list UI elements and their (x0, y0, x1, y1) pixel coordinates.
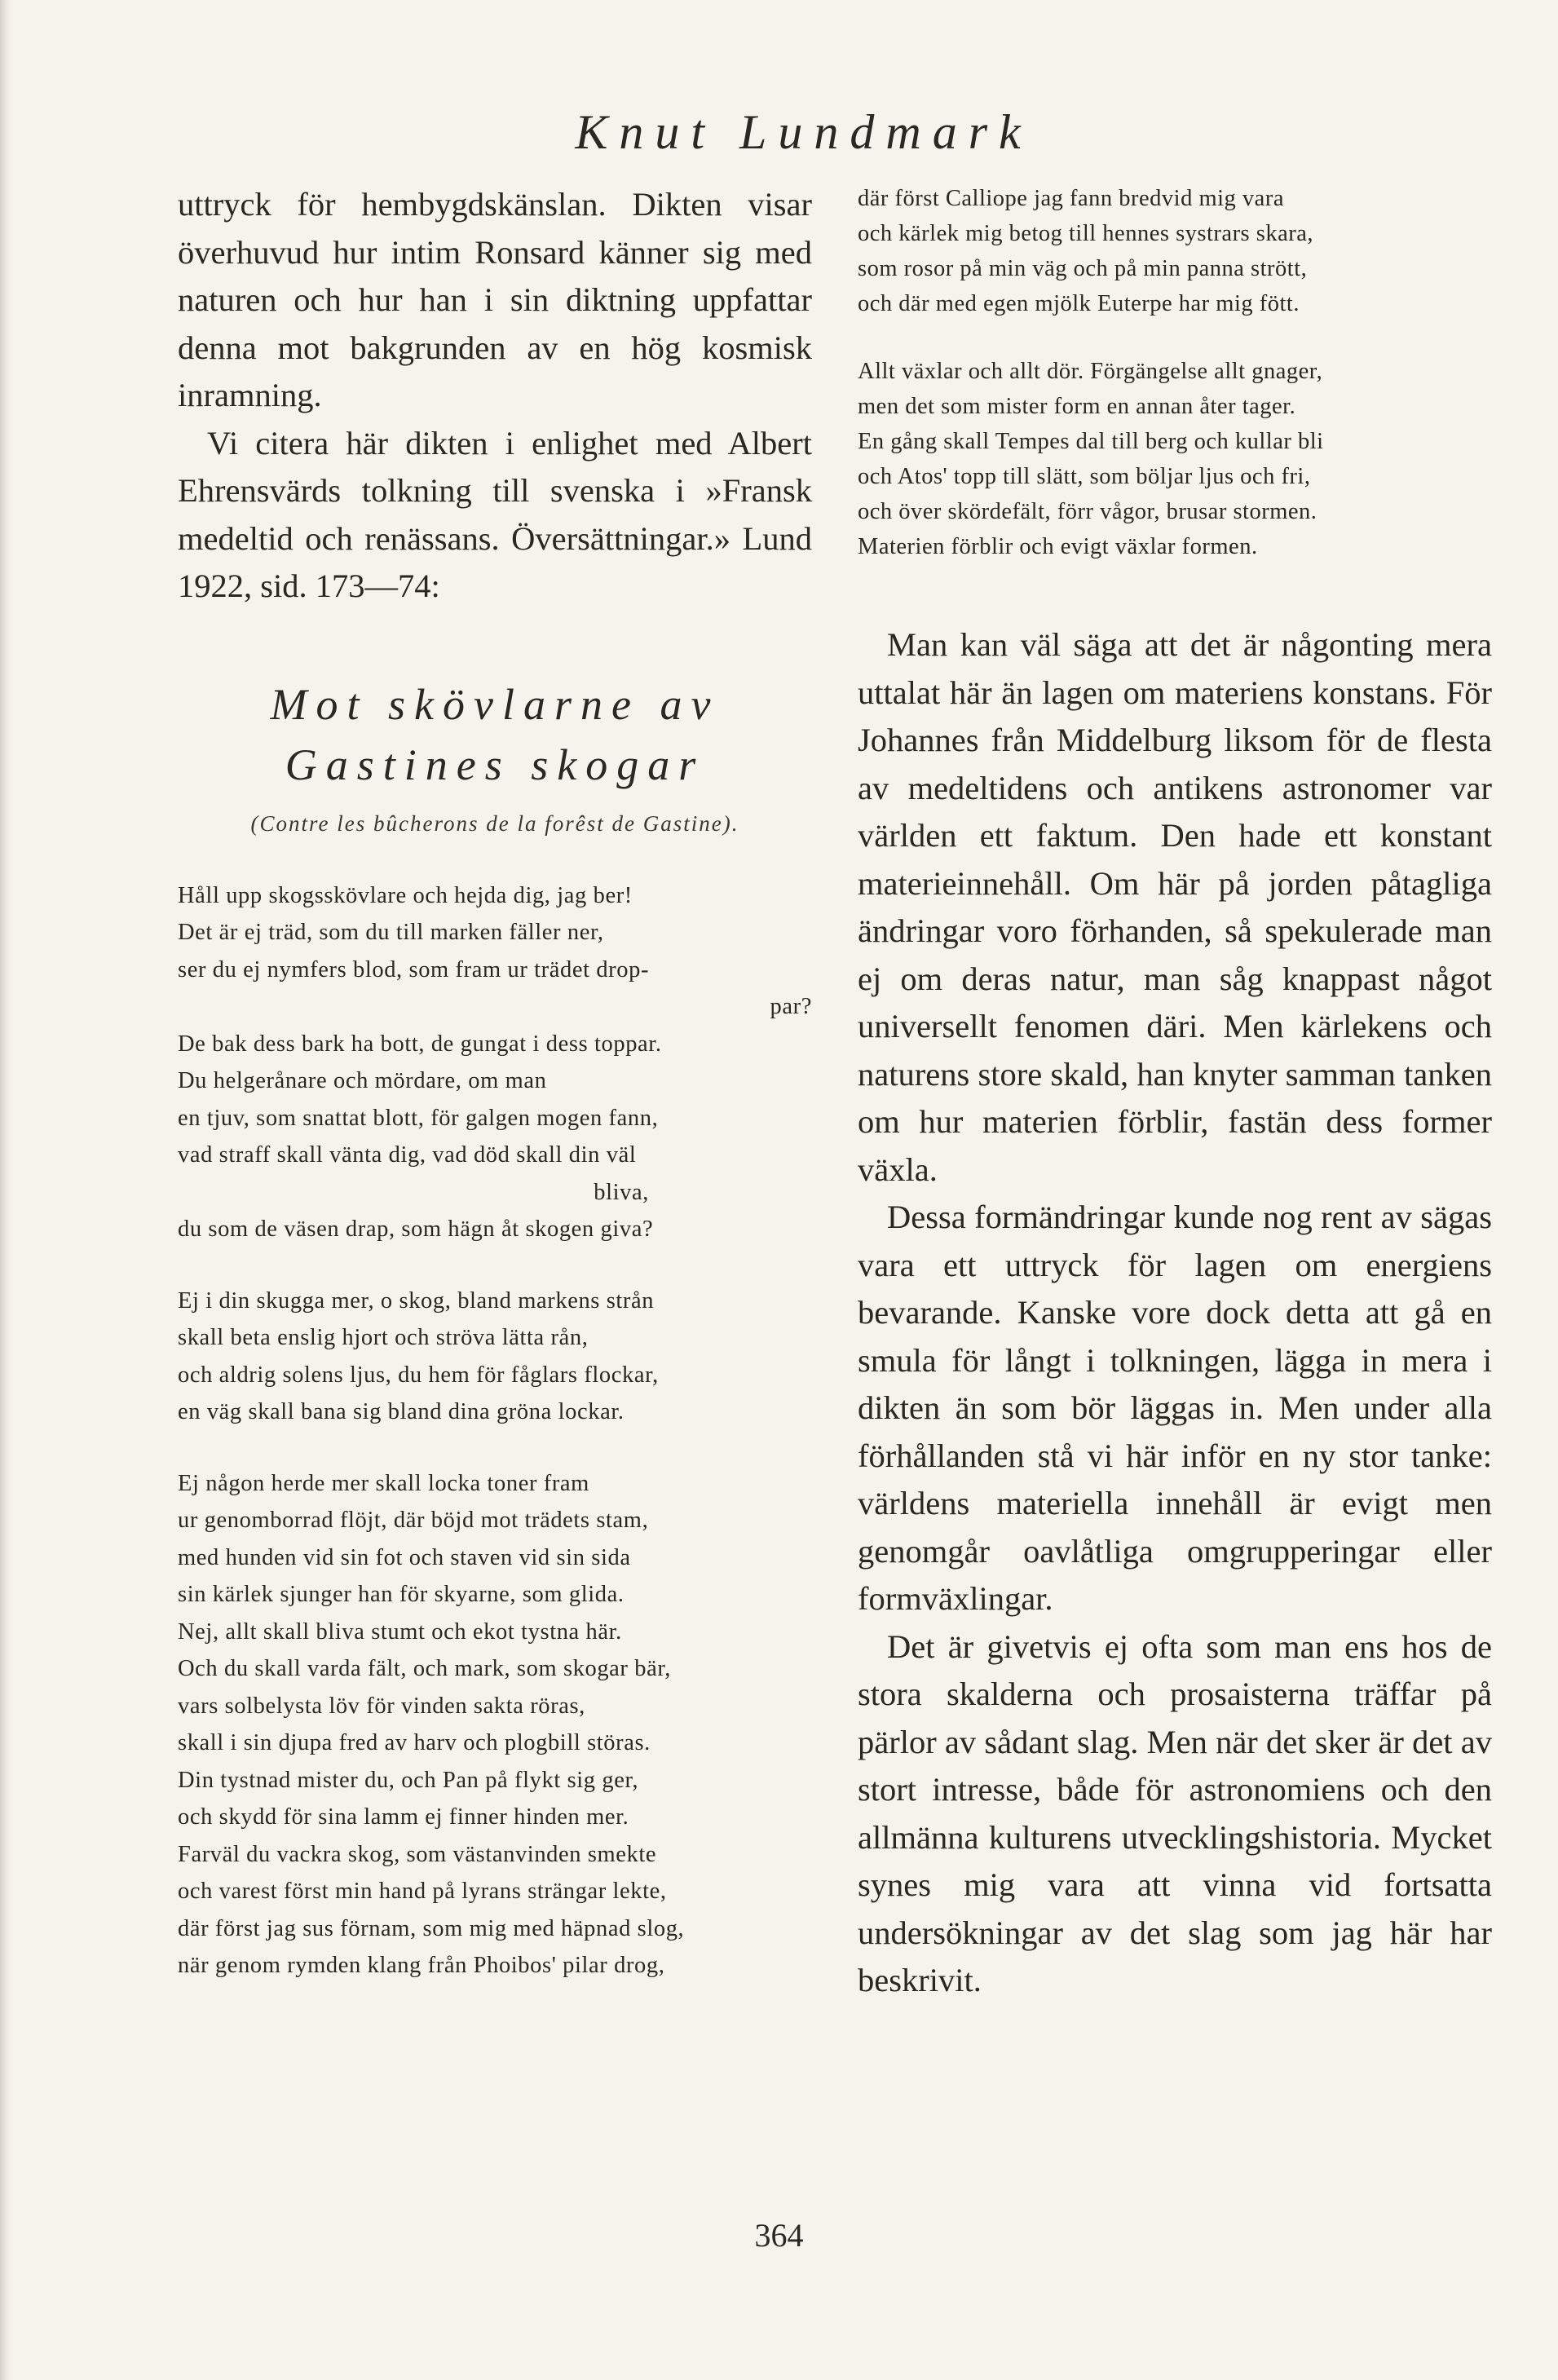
poem-line: Det är ej träd, som du till marken fäller ner, (178, 920, 604, 945)
poem-line: där först Calliope jag fann bredvid mig vara (858, 186, 1284, 211)
poem-left (178, 877, 812, 1985)
right-column (858, 181, 1492, 2005)
left-paragraph-2: Vi citera här dikten i enlighet med Albert Ehrensvärds tolkning till svenska i »Fransk medeltid och renässans. Översättningar.» Lund 1922, sid. 173—74: (178, 424, 812, 604)
poem-line-overflow: bliva, (594, 1179, 649, 1205)
right-paragraph-3: Det är givetvis ej ofta som man ens hos de stora skalderna och prosaisterna träffar på pärlor av sådant slag. Men när det sker är det av stort intresse, både för astronomiens och den allmänna kulturens utvecklingshistoria. Mycket synes mig vara att vinna vid fortsatta undersökningar av det slag som jag här har beskrivit. (858, 1627, 1492, 1998)
poem-stanza-5 (858, 354, 1492, 564)
left-column (178, 181, 812, 2019)
poem-stanza-4 (858, 181, 1492, 321)
poem-subtitle: (Contre les bûcherons de la forêst de Gastine). (250, 810, 739, 836)
poem-line: och skydd för sina lamm ej finner hinden mer. (178, 1804, 629, 1830)
poem-line: skall i sin djupa fred av harv och plogbill störas. (178, 1730, 651, 1755)
left-paragraph-1: uttryck för hembygdskänslan. Dikten visar överhuvud hur intim Ronsard känner sig med naturen och hur han i sin diktning uppfattar denna mot bakgrunden av en hög kosmisk inramning. (178, 186, 812, 413)
page-edge (0, 0, 11, 2380)
poem-line: De bak dess bark ha bott, de gungat i dess toppar. (178, 1031, 662, 1057)
poem-line: Ej i din skugga mer, o skog, bland markens strån (178, 1287, 655, 1314)
poem-line: skall beta enslig hjort och ströva lätta rån, (178, 1325, 589, 1350)
poem-line: En gång skall Tempes dal till berg och kullar bli (858, 429, 1324, 454)
poem-line: ur genomborrad flöjt, där böjd mot trädets stam, (178, 1508, 649, 1533)
poem-stanza-1 (178, 877, 812, 1248)
poem-line: vad straff skall vänta dig, vad död skall din väl (178, 1142, 637, 1168)
poem-line: Din tystnad mister du, och Pan på flykt sig ger, (178, 1767, 639, 1793)
poem-title: Mot skövlarne av Gastines skogar (270, 679, 720, 789)
poem-line: där först jag sus förnam, som mig med häpnad slog, (178, 1915, 685, 1941)
poem-line: Håll upp skogsskövlare och hejda dig, jag ber! (178, 882, 633, 908)
poem-line: Materien förblir och evigt växlar formen. (858, 534, 1258, 559)
poem-line: och kärlek mig betog till hennes systrars skara, (858, 221, 1314, 246)
poem-line: en väg skall bana sig bland dina gröna lockar. (178, 1399, 625, 1424)
poem-stanza-3 (178, 1465, 812, 1985)
poem-line-overflow: par? (770, 994, 812, 1019)
poem-line: och Atos' topp till slätt, som böljar ljus och fri, (858, 464, 1311, 489)
poem-line: du som de väsen drap, som hägn åt skogen giva? (178, 1216, 654, 1242)
poem-line: som rosor på min väg och på min panna strött, (858, 256, 1308, 281)
running-header: Knut Lundmark (575, 105, 1032, 159)
poem-line: med hunden vid sin fot och staven vid sin sida (178, 1544, 631, 1570)
right-paragraph-2: Dessa formändringar kunde nog rent av sägas vara ett uttryck för lagen om energiens bevarande. Kanske vore dock detta att gå en smula för långt i tolkningen, lägga in mera i dikten än som bör läggas in. Men under alla förhållanden stå vi här inför en ny stor tanke: världens materiella innehåll är evigt men genomgår oavlåtliga omgrupperingar eller formväxlingar. (858, 1199, 1492, 1617)
poem-line: Nej, allt skall bliva stumt och ekot tystna här. (178, 1618, 622, 1645)
poem-line: Farväl du vackra skog, som västanvinden smekte (178, 1841, 657, 1867)
poem-stanza-2 (178, 1283, 812, 1431)
poem-line: när genom rymden klang från Phoibos' pilar drog, (178, 1953, 665, 1978)
poem-line: och varest först min hand på lyrans strängar lekte, (178, 1879, 667, 1904)
poem-line: ser du ej nymfers blod, som fram ur trädet drop- (178, 956, 650, 982)
right-paragraph-1: Man kan väl säga att det är någonting mera uttalat här än lagen om materiens konstans. För Johannes från Middelburg liksom för de flesta av medeltidens och antikens astronomer var världen ett faktum. Den hade ett konstant materieinnehåll. Om här på jorden påtagliga ändringar voro förhanden, så spekulerade man ej om deras natur, man såg knappast något universellt fenomen däri. Men kärlekens och naturens store skald, han knyter samman tanken om hur materien förblir, fastän dess former växla. (858, 626, 1492, 1188)
poem-line: och aldrig solens ljus, du hem för fåglars flockar, (178, 1362, 659, 1388)
poem-line: en tjuv, som snattat blott, för galgen mogen fann, (178, 1105, 659, 1131)
poem-line: Du helgerånare och mördare, om man (178, 1068, 547, 1093)
page-number: 364 (754, 2217, 804, 2254)
poem-line: och där med egen mjölk Euterpe har mig fött. (858, 291, 1300, 316)
poem-line: Och du skall varda fält, och mark, som skogar bär, (178, 1656, 672, 1681)
poem-continuation (858, 181, 1492, 564)
poem-line: och över skördefält, förr vågor, brusar stormen. (858, 499, 1317, 524)
poem-line: sin kärlek sjunger han för skyarne, som glida. (178, 1582, 625, 1607)
poem-line: Ej någon herde mer skall locka toner fram (178, 1470, 589, 1496)
poem-line: Allt växlar och allt dör. Förgängelse allt gnager, (858, 359, 1323, 384)
poem-line: vars solbelysta löv för vinden sakta röras, (178, 1693, 585, 1719)
poem-line: men det som mister form en annan åter tager. (858, 394, 1296, 419)
